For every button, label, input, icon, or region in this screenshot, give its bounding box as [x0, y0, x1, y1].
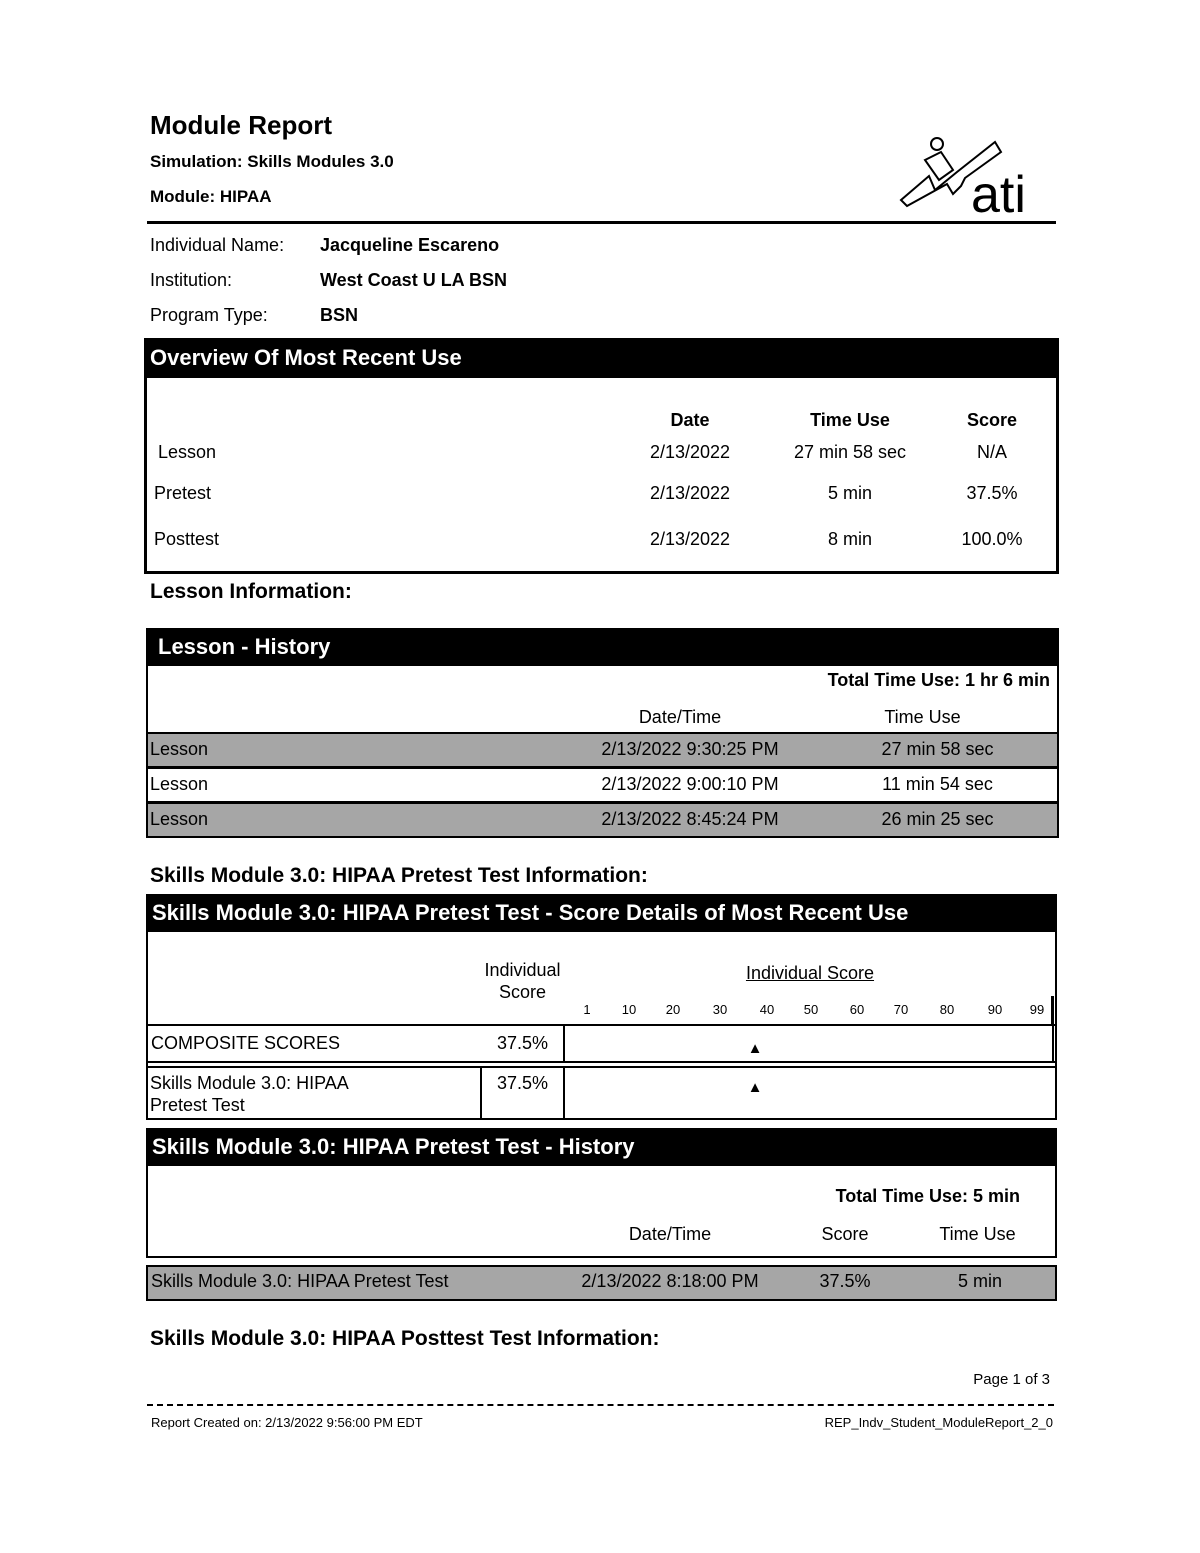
report-title: Module Report — [150, 110, 332, 140]
lesson-row-label: Lesson — [150, 739, 209, 759]
footer-divider — [147, 1404, 1054, 1406]
scale-tick: 60 — [849, 1002, 865, 1017]
pretest-info-heading: Skills Module 3.0: HIPAA Pretest Test Information: — [150, 864, 648, 887]
lesson-history-bar: Lesson - History — [146, 628, 1059, 666]
overview-row-score: 37.5% — [966, 483, 1018, 503]
report-created: Report Created on: 2/13/2022 9:56:00 PM EDT — [151, 1415, 423, 1430]
lesson-row-time: 26 min 25 sec — [881, 809, 994, 829]
individual-score-scale-title: Individual Score — [745, 963, 875, 983]
module-name: Module: HIPAA — [150, 187, 272, 206]
lesson-total-time: Total Time Use: 1 hr 6 min — [827, 670, 1050, 690]
scale-tick: 99 — [1029, 1002, 1045, 1017]
ati-logo — [895, 130, 1045, 220]
posttest-info-heading: Skills Module 3.0: HIPAA Posttest Test Information: — [150, 1327, 660, 1350]
history-col-datetime: Date/Time — [628, 1224, 712, 1244]
scale-tick: 30 — [712, 1002, 728, 1017]
overview-row-score: N/A — [976, 442, 1007, 462]
history-row-score: 37.5% — [819, 1271, 871, 1291]
overview-row-time: 8 min — [827, 529, 872, 549]
lesson-col-time: Time Use — [884, 707, 961, 727]
overview-col-time: Time Use — [810, 410, 890, 430]
simulation-name: Simulation: Skills Modules 3.0 — [150, 152, 394, 171]
lesson-row-label: Lesson — [150, 774, 209, 794]
score-row-label-cont: Pretest Test — [150, 1095, 245, 1115]
overview-bar: Overview Of Most Recent Use — [144, 338, 1059, 378]
institution-value: West Coast U LA BSN — [320, 270, 508, 290]
name-value: Jacqueline Escareno — [320, 235, 500, 255]
pretest-total-time: Total Time Use: 5 min — [835, 1186, 1020, 1206]
divider — [146, 1061, 1057, 1063]
history-row-time: 5 min — [957, 1271, 1002, 1291]
lesson-info-heading: Lesson Information: — [150, 580, 352, 603]
overview-row-date: 2/13/2022 — [649, 442, 731, 462]
scale-tick: 80 — [939, 1002, 955, 1017]
history-col-score: Score — [821, 1224, 869, 1244]
lesson-row-datetime: 2/13/2022 9:00:10 PM — [601, 774, 779, 794]
program-value: BSN — [320, 305, 359, 325]
overview-row-label: Lesson — [158, 442, 217, 462]
score-marker: ▲ — [747, 1079, 763, 1096]
pretest-score-bar: Skills Module 3.0: HIPAA Pretest Test - Score Details of Most Recent Use — [146, 894, 1057, 932]
scale-tick: 70 — [893, 1002, 909, 1017]
individual-score-col-l2: Score — [498, 982, 547, 1002]
overview-row-label: Pretest — [154, 483, 212, 503]
scale-tick: 1 — [583, 1002, 591, 1017]
lesson-row-label: Lesson — [150, 809, 209, 829]
overview-row-time: 27 min 58 sec — [793, 442, 907, 462]
divider — [146, 1066, 1057, 1068]
score-row-value: 37.5% — [496, 1033, 549, 1053]
overview-row-date: 2/13/2022 — [649, 483, 731, 503]
individual-score-col-l1: Individual — [484, 960, 561, 980]
overview-row-date: 2/13/2022 — [649, 529, 731, 549]
score-marker: ▲ — [747, 1040, 763, 1057]
divider — [1052, 1024, 1054, 1063]
history-row-label: Skills Module 3.0: HIPAA Pretest Test — [151, 1271, 449, 1291]
name-label: Individual Name: — [150, 235, 285, 255]
page-number: Page 1 of 3 — [973, 1371, 1050, 1388]
overview-col-score: Score — [966, 410, 1018, 430]
overview-row-score: 100.0% — [961, 529, 1023, 549]
program-label: Program Type: — [150, 305, 268, 325]
history-col-time: Time Use — [939, 1224, 1016, 1244]
header-rule — [147, 221, 1056, 224]
history-row-datetime: 2/13/2022 8:18:00 PM — [581, 1271, 759, 1291]
divider — [146, 1024, 1057, 1026]
scale-tick: 20 — [665, 1002, 681, 1017]
institution-label: Institution: — [150, 270, 233, 290]
overview-row-label: Posttest — [154, 529, 220, 549]
svg-text:ati: ati — [971, 166, 1026, 220]
lesson-col-datetime: Date/Time — [638, 707, 722, 727]
overview-col-date: Date — [670, 410, 710, 430]
scale-tick: 50 — [803, 1002, 819, 1017]
overview-row-time: 5 min — [827, 483, 872, 503]
report-id: REP_Indv_Student_ModuleReport_2_0 — [824, 1415, 1053, 1430]
scale-tick: 40 — [759, 1002, 775, 1017]
score-row-label: Skills Module 3.0: HIPAA — [150, 1073, 349, 1093]
lesson-row-time: 11 min 54 sec — [882, 774, 993, 794]
pretest-history-bar: Skills Module 3.0: HIPAA Pretest Test - History — [146, 1128, 1057, 1166]
lesson-row-time: 27 min 58 sec — [881, 739, 994, 759]
scale-tick: 90 — [987, 1002, 1003, 1017]
score-row-value: 37.5% — [496, 1073, 549, 1093]
lesson-row-datetime: 2/13/2022 9:30:25 PM — [601, 739, 779, 759]
lesson-row-datetime: 2/13/2022 8:45:24 PM — [601, 809, 779, 829]
scale-tick: 10 — [621, 1002, 637, 1017]
score-row-label: COMPOSITE SCORES — [151, 1033, 341, 1053]
